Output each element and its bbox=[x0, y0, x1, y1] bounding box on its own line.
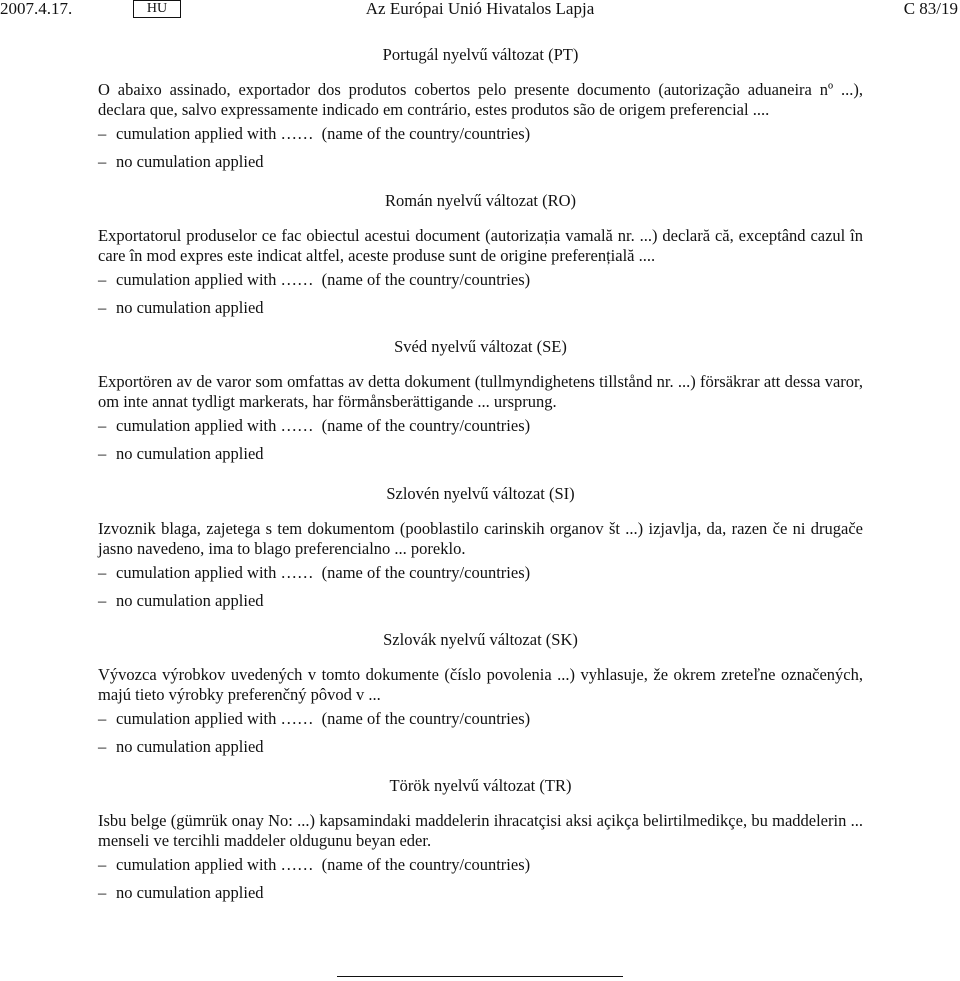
no-cumulation-label: no cumulation applied bbox=[116, 152, 264, 171]
dash-marker: – bbox=[98, 563, 107, 582]
cumulation-country-placeholder: (name of the country/countries) bbox=[321, 855, 531, 874]
cumulation-country-placeholder: (name of the country/countries) bbox=[321, 563, 531, 582]
cumulation-dots: …… bbox=[280, 416, 314, 435]
dash-marker: – bbox=[98, 709, 107, 728]
dash-marker: – bbox=[98, 883, 107, 902]
cumulation-dots: …… bbox=[280, 124, 314, 143]
cumulation-dots: …… bbox=[280, 563, 314, 582]
page-header bbox=[0, 0, 960, 22]
cumulation-applied-option bbox=[98, 416, 863, 436]
cumulation-country-placeholder: (name of the country/countries) bbox=[321, 270, 531, 289]
dash-marker: – bbox=[98, 298, 107, 317]
cumulation-applied-label: cumulation applied with bbox=[116, 270, 277, 289]
section-sk bbox=[98, 630, 863, 757]
section-tr bbox=[98, 776, 863, 903]
cumulation-applied-option bbox=[98, 855, 863, 875]
section-title: Szlovén nyelvű változat (SI) bbox=[386, 484, 575, 503]
dash-marker: – bbox=[98, 737, 107, 756]
declaration-text: Exportören av de varor som omfattas av detta dokument (tullmyndighetens tillstånd nr. ...) försäkrar att dessa varor, om inte annat tydligt markerats, har förmånsberättigande ... ursprung. bbox=[98, 372, 863, 411]
cumulation-applied-label: cumulation applied with bbox=[116, 709, 277, 728]
section-se bbox=[98, 337, 863, 464]
dash-marker: – bbox=[98, 152, 107, 171]
dash-marker: – bbox=[98, 855, 107, 874]
cumulation-dots: …… bbox=[280, 270, 314, 289]
section-pt bbox=[98, 45, 863, 172]
cumulation-applied-label: cumulation applied with bbox=[116, 416, 277, 435]
cumulation-dots: …… bbox=[280, 855, 314, 874]
section-title: Török nyelvű változat (TR) bbox=[389, 776, 572, 795]
no-cumulation-option bbox=[98, 152, 863, 172]
dash-marker: – bbox=[98, 444, 107, 463]
no-cumulation-option bbox=[98, 737, 863, 757]
section-title: Svéd nyelvű változat (SE) bbox=[394, 337, 567, 356]
cumulation-applied-option bbox=[98, 124, 863, 144]
no-cumulation-label: no cumulation applied bbox=[116, 737, 264, 756]
cumulation-applied-option bbox=[98, 270, 863, 290]
cumulation-applied-option bbox=[98, 563, 863, 583]
declaration-text: Vývozca výrobkov uvedených v tomto dokumente (číslo povolenia ...) vyhlasuje, že okrem zreteľne označených, majú tieto výrobky preferenčný pôvod v ... bbox=[98, 665, 863, 704]
declaration-text: Isbu belge (gümrük onay No: ...) kapsamindaki maddelerin ihracatçisi aksi açikça belirtilmedikçe, bu maddelerin ... menseli ve tercihli maddeler oldugunu beyan eder. bbox=[98, 811, 863, 850]
cumulation-applied-option bbox=[98, 709, 863, 729]
no-cumulation-label: no cumulation applied bbox=[116, 591, 264, 610]
declaration-text: Izvoznik blaga, zajetega s tem dokumentom (pooblastilo carinskih organov št ...) izjavlja, da, razen če ni drugače jasno navedeno, ima to blago preferencialno ... poreklo. bbox=[98, 519, 863, 558]
cumulation-country-placeholder: (name of the country/countries) bbox=[321, 416, 531, 435]
section-title: Román nyelvű változat (RO) bbox=[384, 191, 577, 210]
no-cumulation-option bbox=[98, 298, 863, 318]
header-date: 2007.4.17. bbox=[0, 0, 73, 18]
page-reference: C 83/19 bbox=[903, 0, 958, 18]
no-cumulation-label: no cumulation applied bbox=[116, 298, 264, 317]
no-cumulation-option bbox=[98, 883, 863, 903]
cumulation-applied-label: cumulation applied with bbox=[116, 855, 277, 874]
dash-marker: – bbox=[98, 124, 107, 143]
declaration-text: O abaixo assinado, exportador dos produtos cobertos pelo presente documento (autorização aduaneira nº ...), declara que, salvo expressamente indicado em contrário, estes produtos são de origem preferencial .... bbox=[98, 80, 863, 119]
section-si bbox=[98, 484, 863, 611]
no-cumulation-label: no cumulation applied bbox=[116, 444, 264, 463]
section-title: Szlovák nyelvű változat (SK) bbox=[383, 630, 578, 649]
no-cumulation-label: no cumulation applied bbox=[116, 883, 264, 902]
dash-marker: – bbox=[98, 416, 107, 435]
no-cumulation-option bbox=[98, 591, 863, 611]
cumulation-applied-label: cumulation applied with bbox=[116, 563, 277, 582]
language-code-box: HU bbox=[133, 0, 181, 18]
section-title: Portugál nyelvű változat (PT) bbox=[382, 45, 579, 64]
cumulation-applied-label: cumulation applied with bbox=[116, 124, 277, 143]
declaration-text: Exportatorul produselor ce fac obiectul acestui document (autorizația vamală nr. ...) declară că, exceptând cazul în care în mod expres este indicat altfel, aceste produse sunt de origine preferențială .... bbox=[98, 226, 863, 265]
cumulation-dots: …… bbox=[280, 709, 314, 728]
footer-divider bbox=[337, 976, 623, 977]
cumulation-country-placeholder: (name of the country/countries) bbox=[321, 124, 531, 143]
journal-title: Az Európai Unió Hivatalos Lapja bbox=[365, 0, 595, 18]
dash-marker: – bbox=[98, 270, 107, 289]
dash-marker: – bbox=[98, 591, 107, 610]
no-cumulation-option bbox=[98, 444, 863, 464]
cumulation-country-placeholder: (name of the country/countries) bbox=[321, 709, 531, 728]
section-ro bbox=[98, 191, 863, 318]
